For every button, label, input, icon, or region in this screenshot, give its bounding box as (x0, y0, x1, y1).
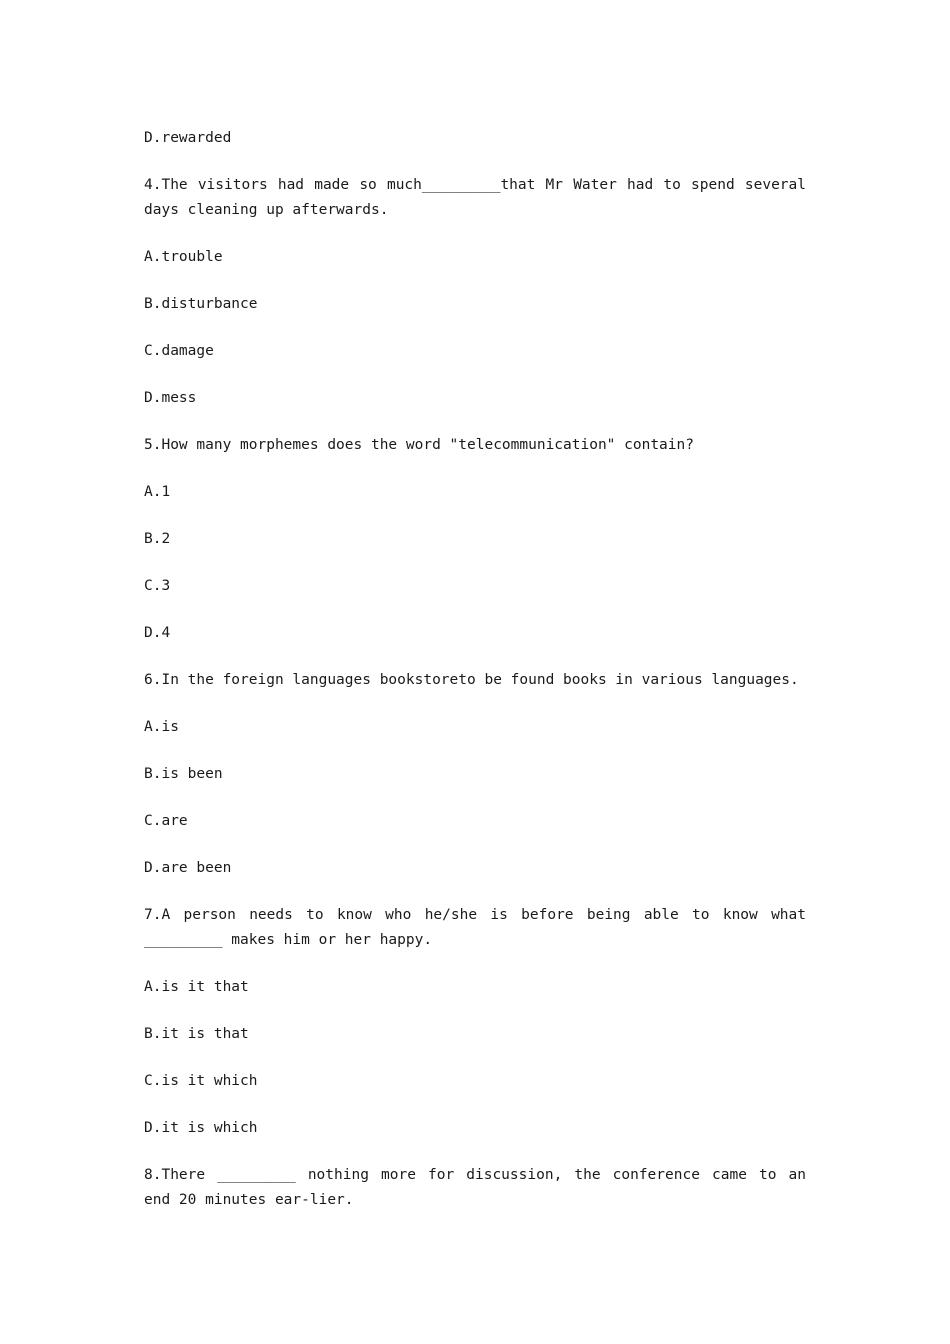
question-5: 5.How many morphemes does the word "telecommunication" contain? (144, 437, 694, 453)
option-5a: A.1 (144, 484, 171, 500)
option-5b: B.2 (144, 531, 171, 547)
option-6c: C.are (144, 813, 188, 829)
option-3d: D.rewarded (144, 130, 232, 146)
option-7a: A.is it that (144, 979, 249, 995)
question-4: 4.The visitors had made so much_________that Mr Water had to spend several days cleaning up afterwards. (144, 177, 815, 218)
option-4d: D.mess (144, 390, 197, 406)
option-6d: D.are been (144, 860, 232, 876)
option-4c: C.damage (144, 343, 214, 359)
question-6: 6.In the foreign languages bookstoreto be found books in various languages. (144, 672, 799, 688)
option-6b: B.is been (144, 766, 223, 782)
option-5d: D.4 (144, 625, 171, 641)
option-7b: B.it is that (144, 1026, 249, 1042)
option-6a: A.is (144, 719, 179, 735)
option-4b: B.disturbance (144, 296, 258, 312)
question-8: 8.There _________ nothing more for discussion, the conference came to an end 20 minutes ear-lier. (144, 1167, 815, 1208)
option-4a: A.trouble (144, 249, 223, 265)
option-7d: D.it is which (144, 1120, 258, 1136)
document-body (144, 126, 815, 1235)
option-5c: C.3 (144, 578, 171, 594)
option-7c: C.is it which (144, 1073, 258, 1089)
question-7: 7.A person needs to know who he/she is before being able to know what _________ makes him or her happy. (144, 907, 815, 948)
